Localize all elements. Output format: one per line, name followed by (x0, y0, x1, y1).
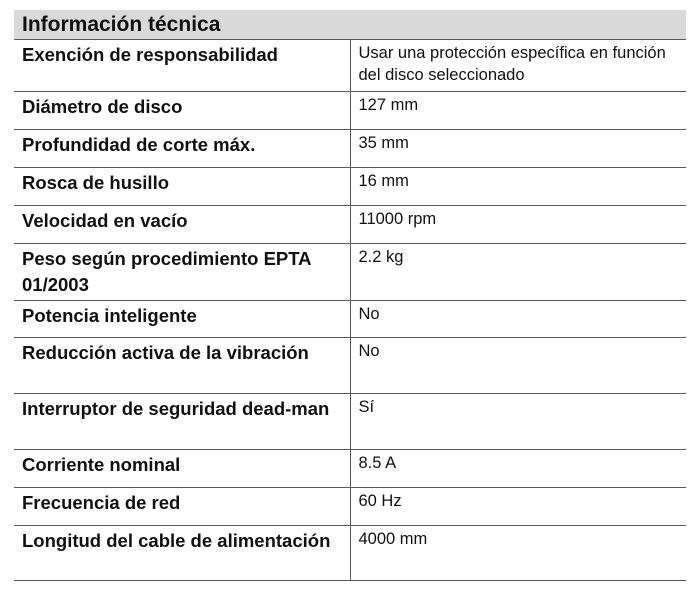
spec-value: 8.5 A (350, 449, 686, 487)
table-row (14, 525, 686, 580)
spec-label: Rosca de husillo (14, 167, 350, 205)
spec-label: Exención de responsabilidad (14, 40, 350, 91)
specs-table (14, 40, 686, 581)
spec-value: 4000 mm (350, 525, 686, 580)
spec-value: 35 mm (350, 129, 686, 167)
table-row (14, 393, 686, 449)
spec-value: 60 Hz (350, 487, 686, 525)
table-row (14, 167, 686, 205)
spec-label: Frecuencia de red (14, 487, 350, 525)
spec-value: No (350, 300, 686, 337)
table-row (14, 449, 686, 487)
spec-value: 127 mm (350, 91, 686, 129)
spec-label: Profundidad de corte máx. (14, 129, 350, 167)
technical-info-sheet (14, 10, 686, 581)
table-row (14, 40, 686, 91)
spec-value: No (350, 337, 686, 393)
table-row (14, 129, 686, 167)
spec-value: 11000 rpm (350, 205, 686, 243)
spec-value: 2.2 kg (350, 243, 686, 300)
spec-label: Peso según procedimiento EPTA 01/2003 (14, 243, 350, 300)
table-row (14, 205, 686, 243)
table-row (14, 337, 686, 393)
spec-label: Potencia inteligente (14, 300, 350, 337)
spec-label: Reducción activa de la vibración (14, 337, 350, 393)
table-row (14, 487, 686, 525)
spec-label: Longitud del cable de alimentación (14, 525, 350, 580)
spec-value: 16 mm (350, 167, 686, 205)
spec-value: Usar una protección específica en función del disco seleccionado (350, 40, 686, 91)
table-row (14, 91, 686, 129)
spec-label: Velocidad en vacío (14, 205, 350, 243)
table-row (14, 243, 686, 300)
spec-value: Sí (350, 393, 686, 449)
spec-label: Corriente nominal (14, 449, 350, 487)
section-title: Información técnica (14, 10, 686, 40)
table-row (14, 300, 686, 337)
spec-label: Diámetro de disco (14, 91, 350, 129)
spec-label: Interruptor de seguridad dead-man (14, 393, 350, 449)
